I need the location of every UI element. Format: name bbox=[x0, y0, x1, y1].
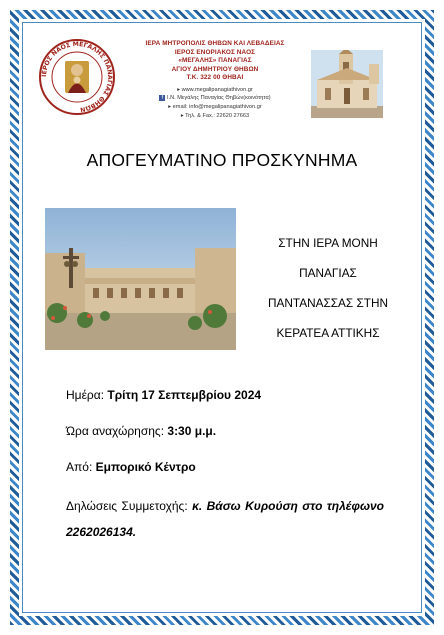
header-line-2: ΙΕΡΟΣ ΕΝΟΡΙΑΚΟΣ ΝΑΟΣ bbox=[174, 48, 256, 56]
facebook-text: Ι.Ν. Μεγάλης Παναγίας Θηβών(κοινότητα) bbox=[166, 95, 271, 102]
facebook-icon: f bbox=[159, 95, 165, 101]
header-contact: ▸ www.megalipanagiathivon.gr f Ι.Ν. Μεγάλης Παναγίας Θηβών(κοινότητα) ▸ email: info@megalipanagiathivon.gr ▸ Τηλ. & Fax.: 22620 27663 bbox=[120, 86, 310, 121]
departure-time-row bbox=[66, 424, 384, 438]
registration-row bbox=[66, 493, 384, 545]
seal-text: ΙΕΡΟΣ ΝΑΟΣ ΜΕΓΑΛΗΣ ΠΑΝΑΓΙΑΣ ΘΗΒΩΝ bbox=[40, 40, 114, 113]
from-value: Εμπορικό Κέντρο bbox=[95, 460, 196, 474]
date-value: Τρίτη 17 Σεπτεμβρίου 2024 bbox=[107, 388, 262, 402]
church-seal-logo bbox=[38, 38, 116, 116]
monastery-photo bbox=[45, 208, 236, 350]
destination-line-1: ΣΤΗΝ ΙΕΡΑ ΜΟΝΗ bbox=[278, 236, 378, 250]
header-line-5: Τ.Κ. 322 00 ΘΗΒΑΙ bbox=[186, 74, 244, 81]
phone-text: Τηλ. & Fax.: 22620 27663 bbox=[185, 112, 250, 119]
header-line-1: ΙΕΡΑ ΜΗΤΡΟΠΟΛΙΣ ΘΗΒΩΝ ΚΑΙ ΛΕΒΑΔΕΙΑΣ bbox=[145, 40, 285, 47]
departure-place-row bbox=[66, 460, 384, 474]
destination-line-3: ΠΑΝΤΑΝΑΣΣΑΣ ΣΤΗΝ bbox=[267, 296, 389, 310]
destination-line-2: ΠΑΝΑΓΙΑΣ bbox=[299, 266, 357, 280]
date-label: Ημέρα: bbox=[66, 388, 108, 402]
parish-header bbox=[120, 40, 310, 121]
page-title: ΑΠΟΓΕΥΜΑΤΙΝΟ ΠΡΟΣΚΥΝΗΜΑ bbox=[86, 150, 358, 170]
time-label: Ώρα αναχώρησης: bbox=[66, 424, 168, 438]
from-label: Από: bbox=[66, 460, 96, 474]
registration-label: Δηλώσεις Συμμετοχής: bbox=[66, 499, 193, 513]
date-row bbox=[66, 388, 384, 402]
email-text: email: info@megalipanagiathivon.gr bbox=[172, 104, 262, 111]
header-line-3: «ΜΕΓΑΛΗΣ» ΠΑΝΑΓΙΑΣ bbox=[178, 57, 252, 64]
registration-value: κ. Βάσω Κυρούση στο τηλέφωνο 2262026134. bbox=[66, 499, 384, 539]
header-line-4: ΑΓΙΟΥ ΔΗΜΗΤΡΙΟΥ ΘΗΒΩΝ bbox=[171, 65, 259, 73]
time-value: 3:30 μ.μ. bbox=[167, 424, 217, 438]
destination-block bbox=[258, 228, 398, 348]
website-link[interactable]: www.megalipanagiathivon.gr bbox=[181, 86, 253, 93]
church-photo bbox=[311, 50, 383, 118]
destination-line-4: ΚΕΡΑΤΕΑ ΑΤΤΙΚΗΣ bbox=[276, 326, 380, 340]
